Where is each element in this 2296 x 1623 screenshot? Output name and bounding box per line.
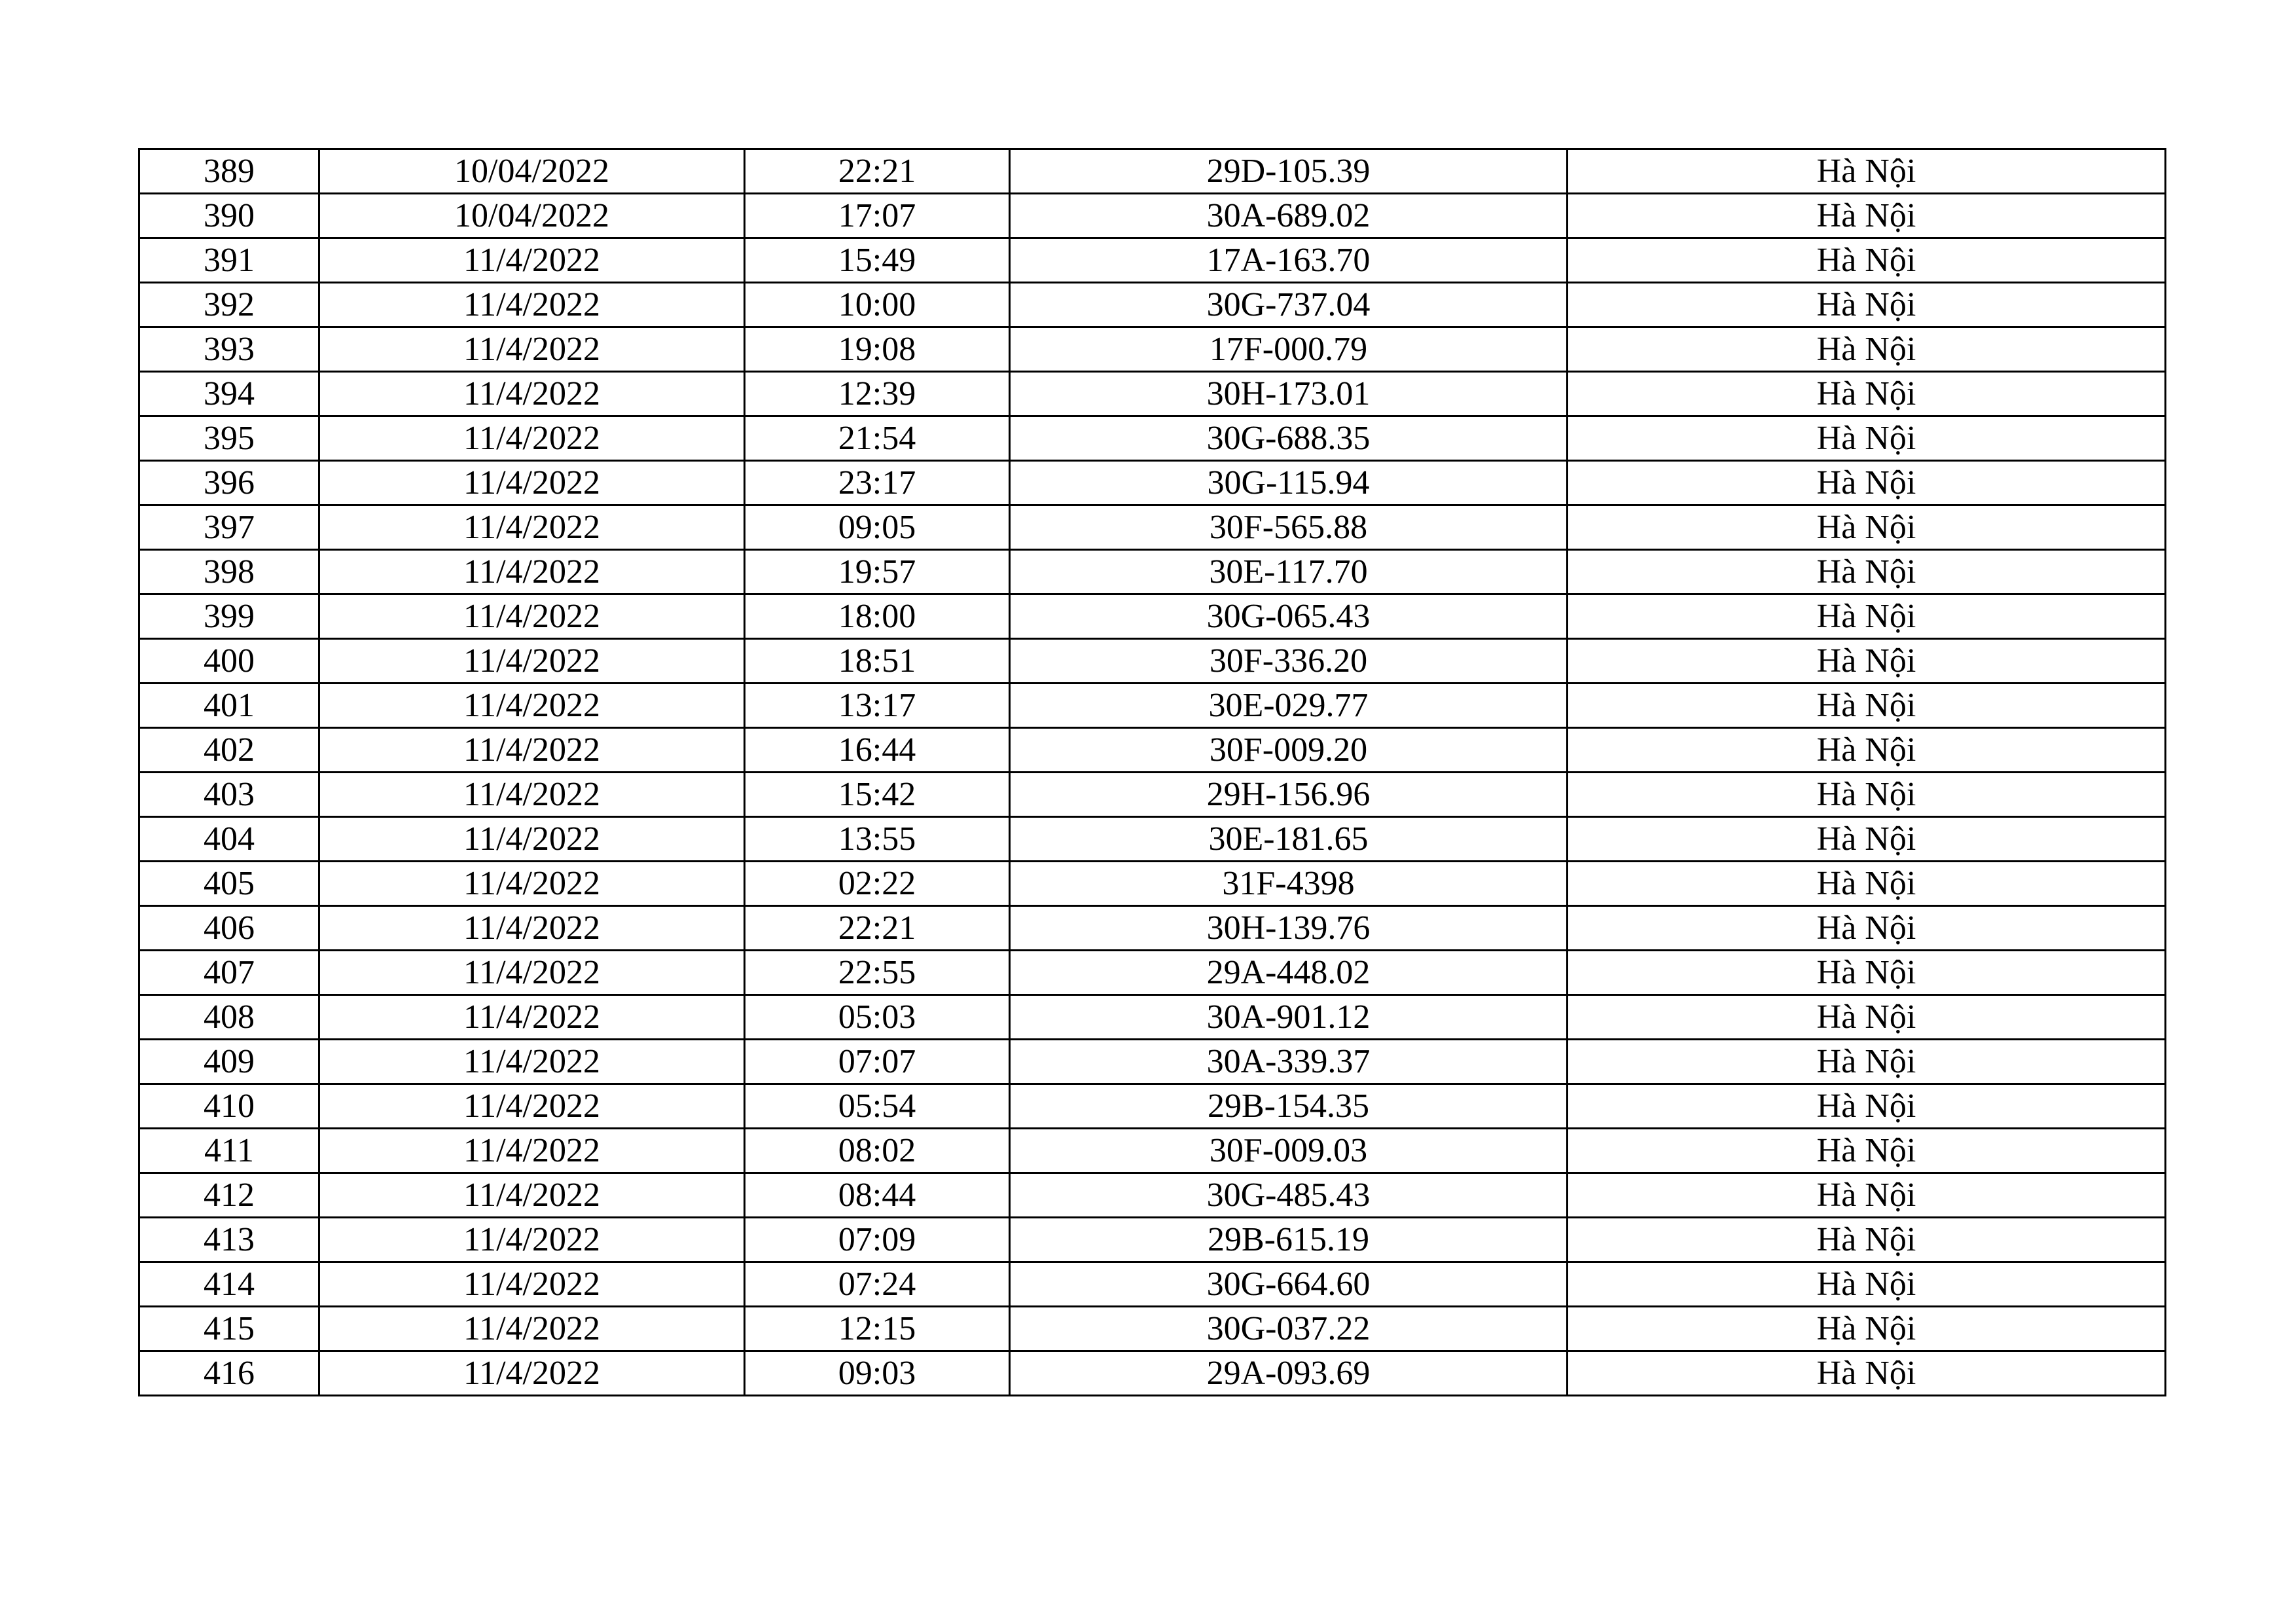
date-cell: 11/4/2022 bbox=[319, 1173, 745, 1218]
table-row bbox=[139, 1307, 2166, 1351]
table-row bbox=[139, 505, 2166, 550]
table-row bbox=[139, 1129, 2166, 1173]
location-cell: Hà Nội bbox=[1568, 951, 2166, 995]
table-row bbox=[139, 728, 2166, 773]
row-number-cell: 397 bbox=[139, 505, 319, 550]
table-row bbox=[139, 995, 2166, 1040]
location-cell: Hà Nội bbox=[1568, 862, 2166, 906]
table-row bbox=[139, 773, 2166, 817]
date-cell: 11/4/2022 bbox=[319, 283, 745, 327]
table-row bbox=[139, 327, 2166, 372]
license-plate-cell: 29A-093.69 bbox=[1010, 1351, 1568, 1396]
row-number-cell: 408 bbox=[139, 995, 319, 1040]
time-cell: 07:24 bbox=[745, 1262, 1010, 1307]
date-cell: 11/4/2022 bbox=[319, 416, 745, 461]
time-cell: 18:51 bbox=[745, 639, 1010, 684]
date-cell: 11/4/2022 bbox=[319, 505, 745, 550]
date-cell: 11/4/2022 bbox=[319, 594, 745, 639]
time-cell: 09:03 bbox=[745, 1351, 1010, 1396]
time-cell: 19:57 bbox=[745, 550, 1010, 594]
row-number-cell: 416 bbox=[139, 1351, 319, 1396]
date-cell: 11/4/2022 bbox=[319, 773, 745, 817]
table-row bbox=[139, 594, 2166, 639]
violation-table-body bbox=[139, 149, 2166, 1396]
date-cell: 10/04/2022 bbox=[319, 149, 745, 194]
table-row bbox=[139, 372, 2166, 416]
location-cell: Hà Nội bbox=[1568, 149, 2166, 194]
date-cell: 11/4/2022 bbox=[319, 728, 745, 773]
license-plate-cell: 30H-173.01 bbox=[1010, 372, 1568, 416]
license-plate-cell: 30G-037.22 bbox=[1010, 1307, 1568, 1351]
location-cell: Hà Nội bbox=[1568, 1173, 2166, 1218]
time-cell: 09:05 bbox=[745, 505, 1010, 550]
table-row bbox=[139, 906, 2166, 951]
table-row bbox=[139, 1262, 2166, 1307]
location-cell: Hà Nội bbox=[1568, 550, 2166, 594]
location-cell: Hà Nội bbox=[1568, 1262, 2166, 1307]
row-number-cell: 390 bbox=[139, 194, 319, 238]
license-plate-cell: 30G-688.35 bbox=[1010, 416, 1568, 461]
license-plate-cell: 30G-485.43 bbox=[1010, 1173, 1568, 1218]
time-cell: 19:08 bbox=[745, 327, 1010, 372]
table-row bbox=[139, 1351, 2166, 1396]
date-cell: 11/4/2022 bbox=[319, 550, 745, 594]
location-cell: Hà Nội bbox=[1568, 416, 2166, 461]
row-number-cell: 403 bbox=[139, 773, 319, 817]
location-cell: Hà Nội bbox=[1568, 1129, 2166, 1173]
row-number-cell: 412 bbox=[139, 1173, 319, 1218]
table-row bbox=[139, 862, 2166, 906]
row-number-cell: 406 bbox=[139, 906, 319, 951]
license-plate-cell: 30A-339.37 bbox=[1010, 1040, 1568, 1084]
violation-table bbox=[138, 148, 2166, 1396]
license-plate-cell: 30F-009.20 bbox=[1010, 728, 1568, 773]
row-number-cell: 400 bbox=[139, 639, 319, 684]
license-plate-cell: 29H-156.96 bbox=[1010, 773, 1568, 817]
license-plate-cell: 30F-336.20 bbox=[1010, 639, 1568, 684]
location-cell: Hà Nội bbox=[1568, 372, 2166, 416]
row-number-cell: 399 bbox=[139, 594, 319, 639]
row-number-cell: 394 bbox=[139, 372, 319, 416]
location-cell: Hà Nội bbox=[1568, 817, 2166, 862]
location-cell: Hà Nội bbox=[1568, 194, 2166, 238]
location-cell: Hà Nội bbox=[1568, 728, 2166, 773]
table-row bbox=[139, 1173, 2166, 1218]
time-cell: 16:44 bbox=[745, 728, 1010, 773]
location-cell: Hà Nội bbox=[1568, 327, 2166, 372]
row-number-cell: 415 bbox=[139, 1307, 319, 1351]
row-number-cell: 414 bbox=[139, 1262, 319, 1307]
table-row bbox=[139, 238, 2166, 283]
time-cell: 15:49 bbox=[745, 238, 1010, 283]
license-plate-cell: 29D-105.39 bbox=[1010, 149, 1568, 194]
table-row bbox=[139, 1040, 2166, 1084]
date-cell: 11/4/2022 bbox=[319, 995, 745, 1040]
time-cell: 02:22 bbox=[745, 862, 1010, 906]
time-cell: 07:09 bbox=[745, 1218, 1010, 1262]
row-number-cell: 398 bbox=[139, 550, 319, 594]
license-plate-cell: 29B-615.19 bbox=[1010, 1218, 1568, 1262]
time-cell: 12:15 bbox=[745, 1307, 1010, 1351]
time-cell: 10:00 bbox=[745, 283, 1010, 327]
table-row bbox=[139, 1218, 2166, 1262]
date-cell: 11/4/2022 bbox=[319, 238, 745, 283]
table-row bbox=[139, 149, 2166, 194]
license-plate-cell: 30F-565.88 bbox=[1010, 505, 1568, 550]
license-plate-cell: 30H-139.76 bbox=[1010, 906, 1568, 951]
location-cell: Hà Nội bbox=[1568, 505, 2166, 550]
license-plate-cell: 30E-117.70 bbox=[1010, 550, 1568, 594]
time-cell: 08:44 bbox=[745, 1173, 1010, 1218]
table-row bbox=[139, 416, 2166, 461]
time-cell: 23:17 bbox=[745, 461, 1010, 505]
license-plate-cell: 30G-065.43 bbox=[1010, 594, 1568, 639]
license-plate-cell: 30A-901.12 bbox=[1010, 995, 1568, 1040]
time-cell: 13:17 bbox=[745, 684, 1010, 728]
date-cell: 11/4/2022 bbox=[319, 327, 745, 372]
row-number-cell: 409 bbox=[139, 1040, 319, 1084]
time-cell: 08:02 bbox=[745, 1129, 1010, 1173]
time-cell: 18:00 bbox=[745, 594, 1010, 639]
license-plate-cell: 30A-689.02 bbox=[1010, 194, 1568, 238]
row-number-cell: 395 bbox=[139, 416, 319, 461]
date-cell: 11/4/2022 bbox=[319, 639, 745, 684]
location-cell: Hà Nội bbox=[1568, 1040, 2166, 1084]
table-row bbox=[139, 951, 2166, 995]
table-row bbox=[139, 817, 2166, 862]
location-cell: Hà Nội bbox=[1568, 639, 2166, 684]
license-plate-cell: 30F-009.03 bbox=[1010, 1129, 1568, 1173]
date-cell: 11/4/2022 bbox=[319, 1084, 745, 1129]
row-number-cell: 389 bbox=[139, 149, 319, 194]
row-number-cell: 410 bbox=[139, 1084, 319, 1129]
time-cell: 22:21 bbox=[745, 149, 1010, 194]
date-cell: 11/4/2022 bbox=[319, 372, 745, 416]
date-cell: 11/4/2022 bbox=[319, 1307, 745, 1351]
table-row bbox=[139, 639, 2166, 684]
time-cell: 05:03 bbox=[745, 995, 1010, 1040]
date-cell: 11/4/2022 bbox=[319, 906, 745, 951]
location-cell: Hà Nội bbox=[1568, 1218, 2166, 1262]
location-cell: Hà Nội bbox=[1568, 594, 2166, 639]
date-cell: 11/4/2022 bbox=[319, 951, 745, 995]
time-cell: 05:54 bbox=[745, 1084, 1010, 1129]
date-cell: 11/4/2022 bbox=[319, 1262, 745, 1307]
location-cell: Hà Nội bbox=[1568, 461, 2166, 505]
row-number-cell: 401 bbox=[139, 684, 319, 728]
location-cell: Hà Nội bbox=[1568, 684, 2166, 728]
time-cell: 07:07 bbox=[745, 1040, 1010, 1084]
time-cell: 21:54 bbox=[745, 416, 1010, 461]
table-row bbox=[139, 194, 2166, 238]
row-number-cell: 411 bbox=[139, 1129, 319, 1173]
table-row bbox=[139, 1084, 2166, 1129]
location-cell: Hà Nội bbox=[1568, 773, 2166, 817]
date-cell: 10/04/2022 bbox=[319, 194, 745, 238]
license-plate-cell: 30E-181.65 bbox=[1010, 817, 1568, 862]
license-plate-cell: 17F-000.79 bbox=[1010, 327, 1568, 372]
row-number-cell: 404 bbox=[139, 817, 319, 862]
date-cell: 11/4/2022 bbox=[319, 1129, 745, 1173]
location-cell: Hà Nội bbox=[1568, 1307, 2166, 1351]
date-cell: 11/4/2022 bbox=[319, 817, 745, 862]
license-plate-cell: 31F-4398 bbox=[1010, 862, 1568, 906]
license-plate-cell: 30G-664.60 bbox=[1010, 1262, 1568, 1307]
time-cell: 13:55 bbox=[745, 817, 1010, 862]
location-cell: Hà Nội bbox=[1568, 1351, 2166, 1396]
time-cell: 22:21 bbox=[745, 906, 1010, 951]
time-cell: 22:55 bbox=[745, 951, 1010, 995]
row-number-cell: 392 bbox=[139, 283, 319, 327]
license-plate-cell: 17A-163.70 bbox=[1010, 238, 1568, 283]
location-cell: Hà Nội bbox=[1568, 1084, 2166, 1129]
date-cell: 11/4/2022 bbox=[319, 684, 745, 728]
location-cell: Hà Nội bbox=[1568, 283, 2166, 327]
row-number-cell: 402 bbox=[139, 728, 319, 773]
table-row bbox=[139, 283, 2166, 327]
license-plate-cell: 30G-737.04 bbox=[1010, 283, 1568, 327]
date-cell: 11/4/2022 bbox=[319, 1218, 745, 1262]
table-row bbox=[139, 550, 2166, 594]
row-number-cell: 413 bbox=[139, 1218, 319, 1262]
date-cell: 11/4/2022 bbox=[319, 862, 745, 906]
time-cell: 15:42 bbox=[745, 773, 1010, 817]
location-cell: Hà Nội bbox=[1568, 238, 2166, 283]
license-plate-cell: 30G-115.94 bbox=[1010, 461, 1568, 505]
row-number-cell: 405 bbox=[139, 862, 319, 906]
location-cell: Hà Nội bbox=[1568, 995, 2166, 1040]
time-cell: 12:39 bbox=[745, 372, 1010, 416]
license-plate-cell: 29B-154.35 bbox=[1010, 1084, 1568, 1129]
date-cell: 11/4/2022 bbox=[319, 1040, 745, 1084]
row-number-cell: 396 bbox=[139, 461, 319, 505]
row-number-cell: 393 bbox=[139, 327, 319, 372]
table-row bbox=[139, 684, 2166, 728]
table-row bbox=[139, 461, 2166, 505]
row-number-cell: 407 bbox=[139, 951, 319, 995]
date-cell: 11/4/2022 bbox=[319, 461, 745, 505]
license-plate-cell: 29A-448.02 bbox=[1010, 951, 1568, 995]
time-cell: 17:07 bbox=[745, 194, 1010, 238]
license-plate-cell: 30E-029.77 bbox=[1010, 684, 1568, 728]
row-number-cell: 391 bbox=[139, 238, 319, 283]
date-cell: 11/4/2022 bbox=[319, 1351, 745, 1396]
location-cell: Hà Nội bbox=[1568, 906, 2166, 951]
